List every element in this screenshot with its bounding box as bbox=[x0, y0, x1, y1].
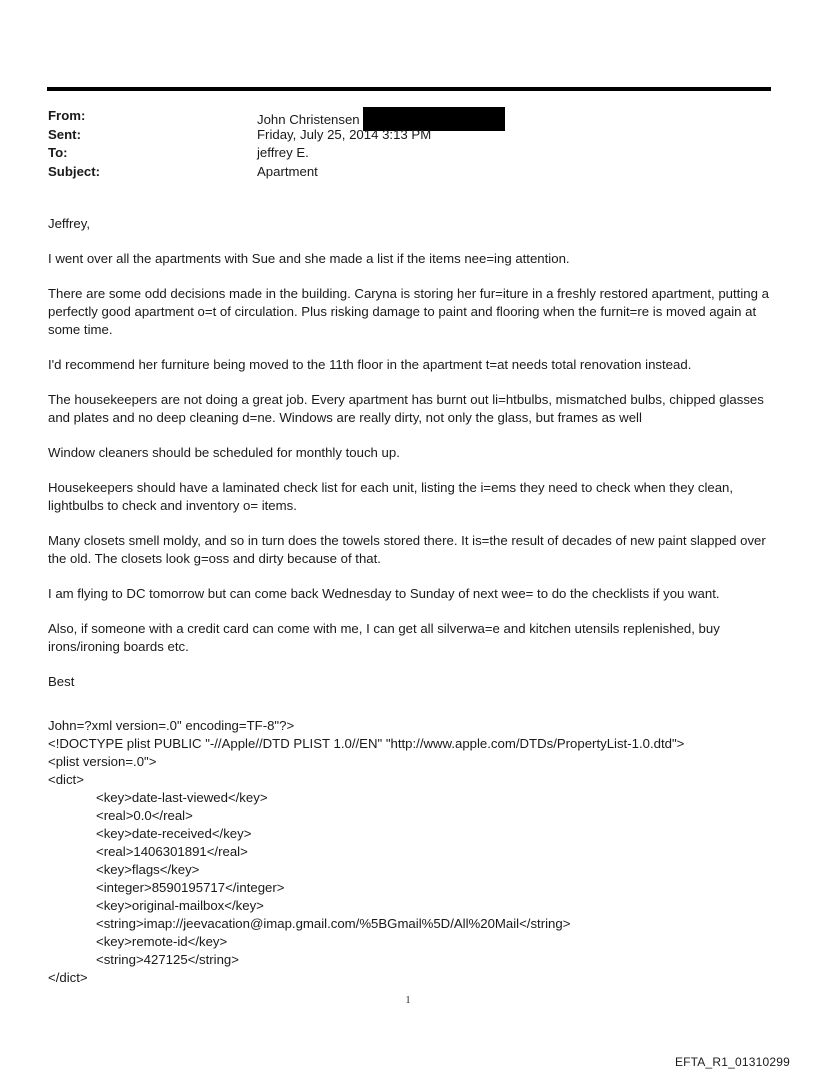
body-paragraph: Jeffrey, bbox=[48, 216, 91, 231]
code-line: <plist version=.0"> bbox=[48, 754, 157, 769]
from-label: From: bbox=[48, 108, 86, 123]
code-line: <dict> bbox=[48, 772, 84, 787]
email-body bbox=[48, 215, 773, 708]
body-paragraph: I am flying to DC tomorrow but can come back Wednesday to Sunday of next wee= to do the checklists if you want. bbox=[48, 586, 720, 601]
code-line: <!DOCTYPE plist PUBLIC "-//Apple//DTD PLIST 1.0//EN" "http://www.apple.com/DTDs/PropertyList-1.0.dtd"> bbox=[48, 736, 685, 751]
code-line: <integer>8590195717</integer> bbox=[96, 880, 285, 895]
header-rule bbox=[47, 87, 771, 91]
subject-row bbox=[48, 163, 505, 182]
sign-off: Best bbox=[48, 674, 75, 689]
body-paragraph: Housekeepers should have a laminated check list for each unit, listing the i=ems they need to check when they clean, lightbulbs to check and inventory o= items. bbox=[48, 480, 734, 513]
plist-block bbox=[48, 717, 684, 987]
body-paragraph: Many closets smell moldy, and so in turn does the towels stored there. It is=the result of decades of new paint slapped over the old. The closets look g=oss and dirty because of that. bbox=[48, 533, 766, 566]
body-paragraph: There are some odd decisions made in the building. Caryna is storing her fur=iture in a freshly restored apartment, putting a perfectly good apartment o=t of circulation. Plus risking damage to paint and flooring when the furnit=re is moved again at some time. bbox=[48, 286, 769, 337]
document-id: EFTA_R1_01310299 bbox=[674, 1055, 790, 1069]
code-line: <key>date-received</key> bbox=[96, 826, 252, 841]
sent-label: Sent: bbox=[48, 126, 81, 142]
to-label: To: bbox=[48, 145, 68, 160]
body-paragraph: Window cleaners should be scheduled for monthly touch up. bbox=[48, 445, 400, 460]
code-line: <string>427125</string> bbox=[96, 952, 239, 967]
body-paragraph: Also, if someone with a credit card can come with me, I can get all silverwa=e and kitchen utensils replenished, buy irons/ironing boards etc. bbox=[48, 621, 720, 654]
code-line: <key>flags</key> bbox=[96, 862, 200, 877]
body-paragraph: The housekeepers are not doing a great job. Every apartment has burnt out li=htbulbs, mismatched bulbs, chipped glasses and plates and no deep cleaning d=ne. Windows are really dirty, not only the glass, but frames as well bbox=[48, 392, 764, 425]
code-line: <real>0.0</real> bbox=[96, 808, 193, 823]
code-line: <key>remote-id</key> bbox=[96, 934, 228, 949]
to-value: jeffrey E. bbox=[257, 145, 309, 160]
body-paragraph: I went over all the apartments with Sue and she made a list if the items nee=ing attention. bbox=[48, 251, 570, 266]
from-row bbox=[48, 107, 505, 126]
from-value bbox=[257, 107, 505, 126]
code-line: <string>imap://jeevacation@imap.gmail.com/%5BGmail%5D/All%20Mail</string> bbox=[96, 916, 571, 931]
body-paragraph: I'd recommend her furniture being moved to the 11th floor in the apartment t=at needs total renovation instead. bbox=[48, 357, 692, 372]
code-line: <real>1406301891</real> bbox=[96, 844, 248, 859]
code-line: </dict> bbox=[48, 970, 88, 985]
sent-value: Friday, July 25, 2014 3:13 PM bbox=[257, 126, 432, 142]
code-line: John=?xml version=.0" encoding=TF-8"?> bbox=[48, 718, 295, 733]
code-line: <key>original-mailbox</key> bbox=[96, 898, 264, 913]
sender-name: John Christensen bbox=[257, 112, 360, 127]
code-line: <key>date-last-viewed</key> bbox=[96, 790, 268, 805]
subject-label: Subject: bbox=[48, 163, 101, 179]
subject-value: Apartment bbox=[257, 163, 318, 179]
email-header bbox=[48, 107, 505, 181]
page-number: 1 bbox=[405, 995, 411, 1006]
to-row bbox=[48, 144, 505, 163]
